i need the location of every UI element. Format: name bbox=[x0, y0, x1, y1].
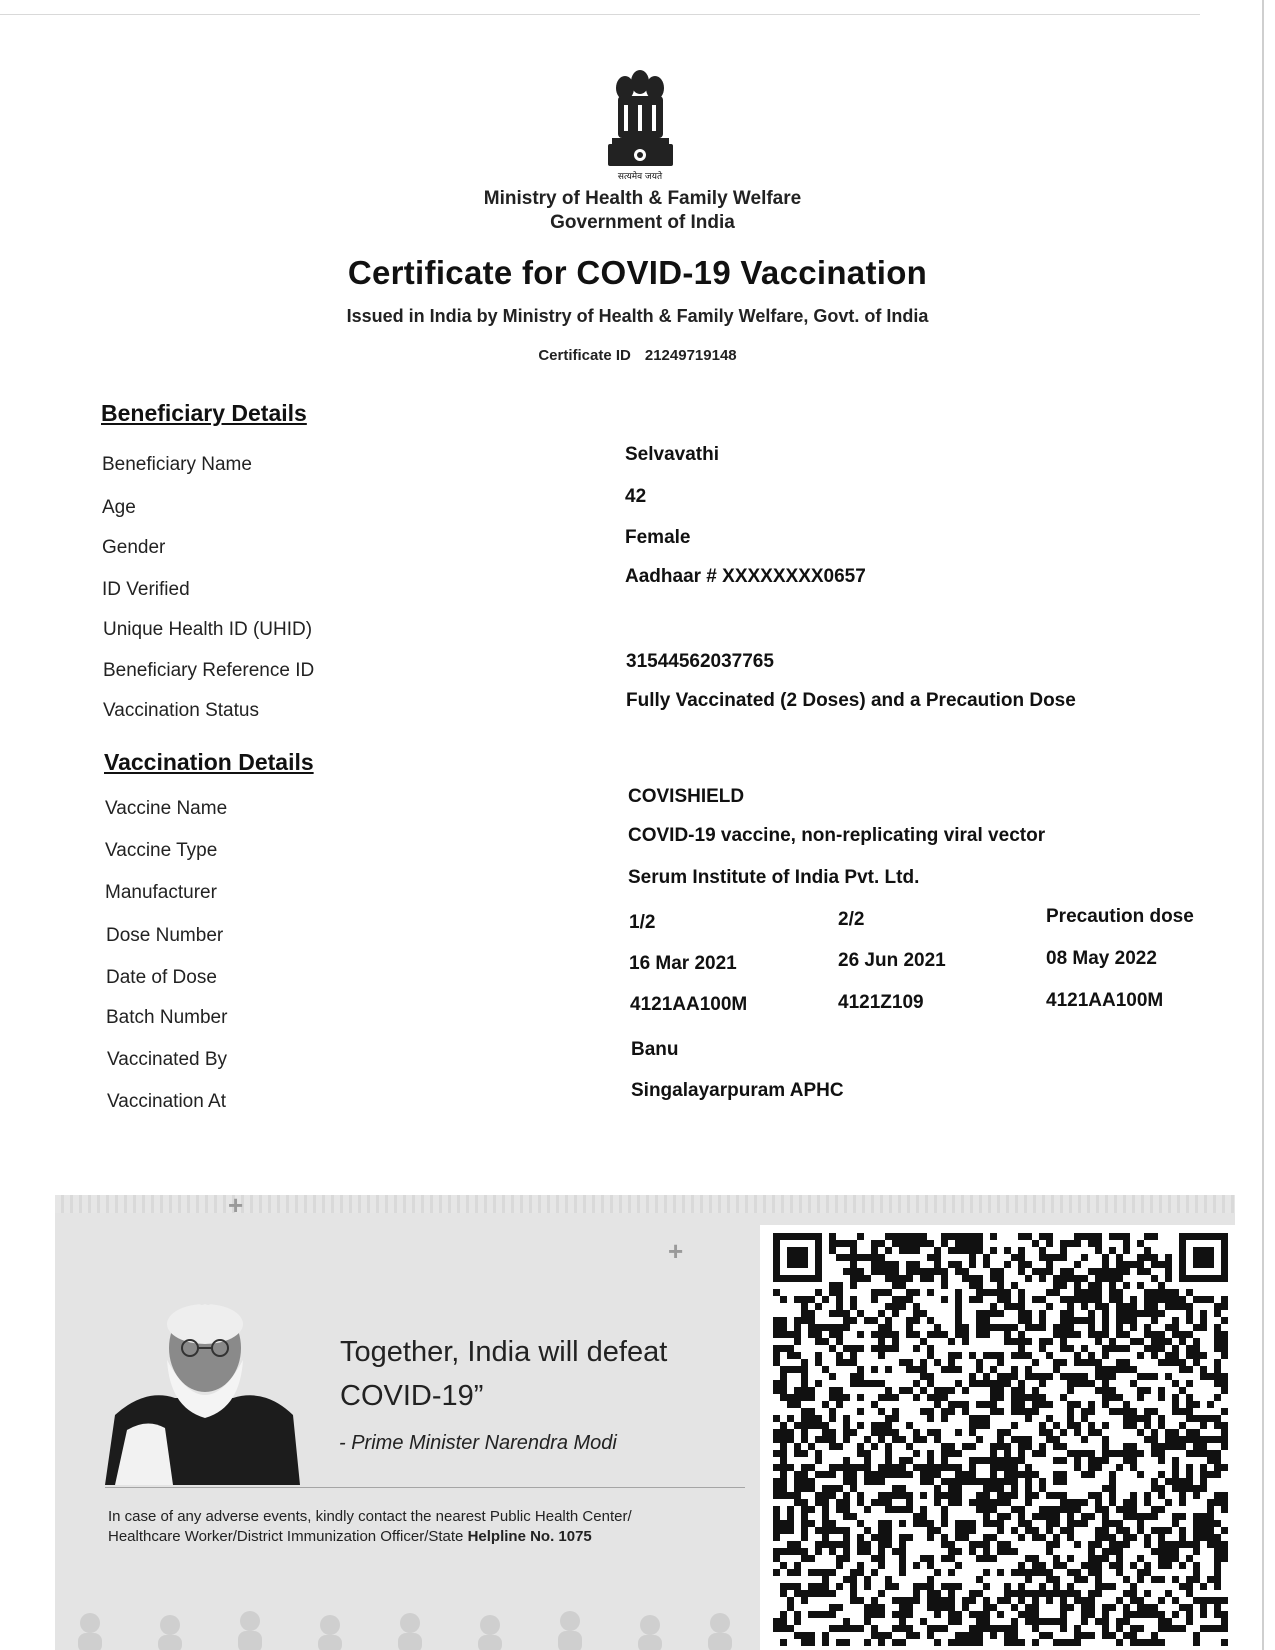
certificate-title: Certificate for COVID-19 Vaccination bbox=[347, 254, 928, 291]
vaccine-type-value: COVID-19 vaccine, non-replicating viral vector bbox=[628, 825, 1046, 846]
certificate-id bbox=[0, 347, 1275, 364]
age-value: 42 bbox=[625, 486, 647, 507]
page-top-edge bbox=[0, 14, 1200, 15]
issued-by-line: Issued in India by Ministry of Health & Family Welfare, Govt. of India bbox=[346, 306, 929, 326]
vaccination-status-label: Vaccination Status bbox=[103, 700, 259, 721]
banner-divider bbox=[105, 1487, 745, 1488]
dose-number-2: 2/2 bbox=[838, 909, 865, 930]
date-of-dose-label: Date of Dose bbox=[106, 967, 217, 988]
beneficiary-reference-id-label: Beneficiary Reference ID bbox=[103, 660, 315, 681]
vaccination-status-value: Fully Vaccinated (2 Doses) and a Precaution Dose bbox=[626, 690, 1076, 711]
plus-decoration-icon: + bbox=[228, 1190, 244, 1220]
ministry-name: Ministry of Health & Family Welfare bbox=[483, 188, 802, 209]
helpline-number: Helpline No. 1075 bbox=[467, 1528, 592, 1545]
age-label: Age bbox=[102, 497, 136, 518]
helpline-line-2 bbox=[108, 1527, 748, 1547]
quote-text bbox=[340, 1330, 667, 1418]
dose-date-1: 16 Mar 2021 bbox=[629, 953, 737, 974]
national-emblem-icon bbox=[598, 60, 683, 180]
helpline-line-2-text: Healthcare Worker/District Immunization Officer/State bbox=[108, 1528, 468, 1545]
prime-minister-portrait bbox=[105, 1290, 300, 1485]
beneficiary-name-label: Beneficiary Name bbox=[102, 454, 252, 475]
gender-value: Female bbox=[625, 527, 691, 548]
batch-number-label: Batch Number bbox=[106, 1007, 228, 1028]
helpline-line-1: In case of any adverse events, kindly contact the nearest Public Health Center/ bbox=[108, 1508, 632, 1525]
dose-number-1: 1/2 bbox=[629, 912, 656, 933]
quote-attribution: - Prime Minister Narendra Modi bbox=[339, 1432, 617, 1454]
government-name: Government of India bbox=[550, 212, 735, 233]
vaccination-details-heading: Vaccination Details bbox=[104, 749, 314, 775]
dose-date-precaution: 08 May 2022 bbox=[1046, 948, 1157, 969]
beneficiary-reference-id-value: 31544562037765 bbox=[626, 651, 774, 672]
page-right-edge bbox=[1262, 0, 1264, 1650]
gender-label: Gender bbox=[102, 537, 166, 558]
dose-date-2: 26 Jun 2021 bbox=[838, 950, 946, 971]
certificate-id-value: 21249719148 bbox=[644, 347, 737, 364]
id-verified-value: Aadhaar # XXXXXXXX0657 bbox=[625, 566, 866, 587]
vaccine-type-label: Vaccine Type bbox=[105, 840, 218, 861]
certificate-id-label: Certificate ID bbox=[538, 347, 631, 364]
dose-number-precaution: Precaution dose bbox=[1046, 906, 1194, 927]
emblem-motto: सत्यमेव जयते bbox=[617, 172, 663, 182]
vaccination-at-label: Vaccination At bbox=[107, 1091, 227, 1112]
helpline-notice bbox=[108, 1507, 748, 1547]
plus-decoration-icon: + bbox=[668, 1236, 684, 1266]
vaccine-name-value: COVISHIELD bbox=[628, 786, 745, 807]
batch-number-1: 4121AA100M bbox=[630, 994, 748, 1015]
batch-number-2: 4121Z109 bbox=[838, 992, 924, 1013]
vaccine-name-label: Vaccine Name bbox=[105, 798, 228, 819]
quote-line-1: Together, India will defeat bbox=[340, 1336, 668, 1368]
dose-number-label: Dose Number bbox=[106, 925, 224, 946]
manufacturer-label: Manufacturer bbox=[105, 882, 217, 903]
vaccination-at-value: Singalayarpuram APHC bbox=[631, 1080, 844, 1101]
vaccinated-by-value: Banu bbox=[631, 1039, 679, 1060]
beneficiary-details-heading: Beneficiary Details bbox=[101, 400, 307, 426]
id-verified-label: ID Verified bbox=[102, 579, 190, 600]
uhid-label: Unique Health ID (UHID) bbox=[103, 619, 313, 640]
vaccinated-by-label: Vaccinated By bbox=[107, 1049, 228, 1070]
quote-line-2: COVID-19” bbox=[340, 1380, 484, 1412]
manufacturer-value: Serum Institute of India Pvt. Ltd. bbox=[628, 867, 920, 888]
batch-number-precaution: 4121AA100M bbox=[1046, 990, 1164, 1011]
crowd-silhouette-decoration bbox=[60, 1605, 750, 1650]
beneficiary-name-value: Selvavathi bbox=[625, 444, 719, 465]
qr-code-icon bbox=[773, 1233, 1228, 1650]
